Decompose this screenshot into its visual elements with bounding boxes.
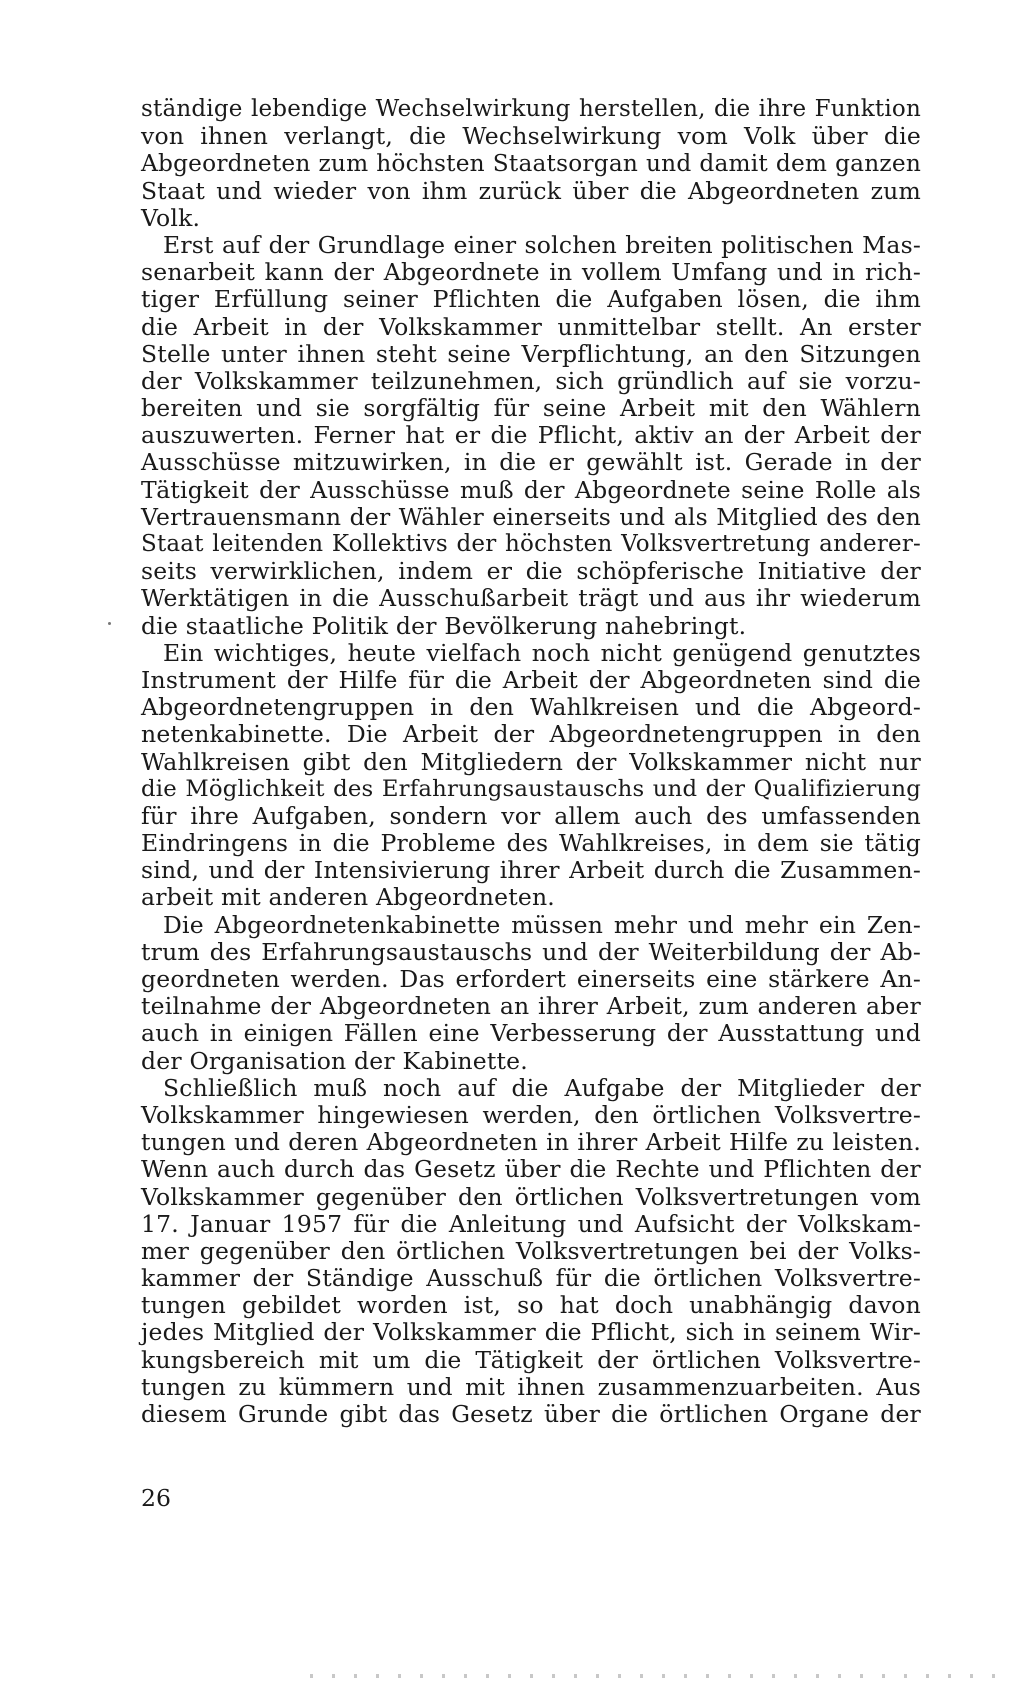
text-line: kammer der Ständige Ausschuß für die örtlichen Volksvertre- <box>141 1264 921 1293</box>
text-line: Tätigkeit der Ausschüsse muß der Abgeordnete seine Rolle als <box>141 475 921 504</box>
text-line: mer gegenüber den örtlichen Volksvertretungen bei der Volks- <box>141 1236 921 1265</box>
text-line: sind, und der Intensivierung ihrer Arbeit durch die Zusammen- <box>141 856 921 885</box>
text-line: Stelle unter ihnen steht seine Verpflichtung, an den Sitzungen <box>141 339 921 368</box>
text-line: Staat und wieder von ihm zurück über die Abgeordneten zum <box>141 176 921 205</box>
text-line: arbeit mit anderen Abgeordneten. <box>141 883 555 912</box>
text-line: geordneten werden. Das erfordert einerseits eine stärkere An- <box>141 965 921 993</box>
paragraph <box>141 640 921 912</box>
text-line: Ein wichtiges, heute vielfach noch nicht genügend genutztes <box>163 638 921 667</box>
paragraph <box>141 1075 921 1428</box>
text-line: bereiten und sie sorgfältig für seine Arbeit mit den Wählern <box>141 394 921 423</box>
text-line: der Volkskammer teilzunehmen, sich gründlich auf sie vorzu- <box>141 366 921 395</box>
text-line: Eindringens in die Probleme des Wahlkreises, in dem sie tätig <box>141 829 921 858</box>
text-line: ständige lebendige Wechselwirkung herstellen, die ihre Funktion <box>141 96 921 122</box>
text-line: die staatliche Politik der Bevölkerung nahebringt. <box>141 611 747 640</box>
text-line: diesem Grunde gibt das Gesetz über die örtlichen Organe der <box>141 1400 921 1428</box>
text-line: kungsbereich mit um die Tätigkeit der örtlichen Volksvertre- <box>141 1345 921 1374</box>
body-text <box>141 96 921 1428</box>
text-line: der Organisation der Kabinette. <box>141 1046 528 1075</box>
text-line: Abgeordnetengruppen in den Wahlkreisen und die Abgeord- <box>141 693 921 722</box>
text-line: Erst auf der Grundlage einer solchen breiten politischen Mas- <box>163 230 921 259</box>
text-line: Volk. <box>141 203 201 232</box>
paragraph <box>141 96 921 232</box>
text-line: senarbeit kann der Abgeordnete in vollem Umfang und in rich- <box>141 258 921 287</box>
text-line: seits verwirklichen, indem er die schöpferische Initiative der <box>141 557 921 586</box>
text-line: tiger Erfüllung seiner Pflichten die Aufgaben lösen, die ihm <box>141 285 921 314</box>
text-line: 17. Januar 1957 für die Anleitung und Aufsicht der Volkskam- <box>141 1209 921 1238</box>
text-line: Abgeordneten zum höchsten Staatsorgan und damit dem ganzen <box>141 150 921 178</box>
text-line: tungen zu kümmern und mit ihnen zusammenzuarbeiten. Aus <box>141 1372 921 1401</box>
text-line: jedes Mitglied der Volkskammer die Pflicht, sich in seinem Wir- <box>141 1318 921 1347</box>
margin-dot <box>108 622 111 625</box>
text-line: Volkskammer gegenüber den örtlichen Volksvertretungen vom <box>141 1182 921 1211</box>
text-line: tungen gebildet worden ist, so hat doch unabhängig davon <box>141 1291 921 1320</box>
text-line: die Arbeit in der Volkskammer unmittelbar stellt. An erster <box>141 312 921 341</box>
scan-edge-marks <box>310 1674 1010 1678</box>
text-line: teilnahme der Abgeordneten an ihrer Arbeit, zum anderen aber <box>141 992 921 1021</box>
text-line: die Möglichkeit des Erfahrungsaustauschs und der Qualifizierung <box>141 775 921 802</box>
text-line: trum des Erfahrungsaustauschs und der Weiterbildung der Ab- <box>141 937 921 966</box>
text-line: netenkabinette. Die Arbeit der Abgeordnetengruppen in den <box>141 720 921 749</box>
paragraph <box>141 912 921 1075</box>
text-line: Staat leitenden Kollektivs der höchsten Volksvertretung anderer- <box>141 531 921 557</box>
text-line: Die Abgeordnetenkabinette müssen mehr und mehr ein Zen- <box>163 910 921 939</box>
text-line: Wenn auch durch das Gesetz über die Rechte und Pflichten der <box>141 1155 921 1184</box>
text-line: Werktätigen in die Ausschußarbeit trägt und aus ihr wiederum <box>141 584 921 613</box>
paragraph <box>141 232 921 640</box>
text-line: Schließlich muß noch auf die Aufgabe der Mitglieder der <box>163 1073 921 1102</box>
text-line: auch in einigen Fällen eine Verbesserung der Ausstattung und <box>141 1019 921 1048</box>
text-line: Wahlkreisen gibt den Mitgliedern der Volkskammer nicht nur <box>141 747 921 776</box>
text-line: auszuwerten. Ferner hat er die Pflicht, aktiv an der Arbeit der <box>141 421 921 450</box>
text-line: Vertrauensmann der Wähler einerseits und als Mitglied des den <box>141 502 921 531</box>
text-line: Volkskammer hingewiesen werden, den örtlichen Volksvertre- <box>141 1100 921 1129</box>
text-line: für ihre Aufgaben, sondern vor allem auch des umfassenden <box>141 801 921 830</box>
text-line: Instrument der Hilfe für die Arbeit der Abgeordneten sind die <box>141 665 921 694</box>
text-line: tungen und deren Abgeordneten in ihrer Arbeit Hilfe zu leisten. <box>141 1128 921 1157</box>
page-number: 26 <box>141 1484 171 1512</box>
text-line: von ihnen verlangt, die Wechselwirkung vom Volk über die <box>141 122 921 151</box>
text-line: Ausschüsse mitzuwirken, in die er gewählt ist. Gerade in der <box>141 448 921 477</box>
